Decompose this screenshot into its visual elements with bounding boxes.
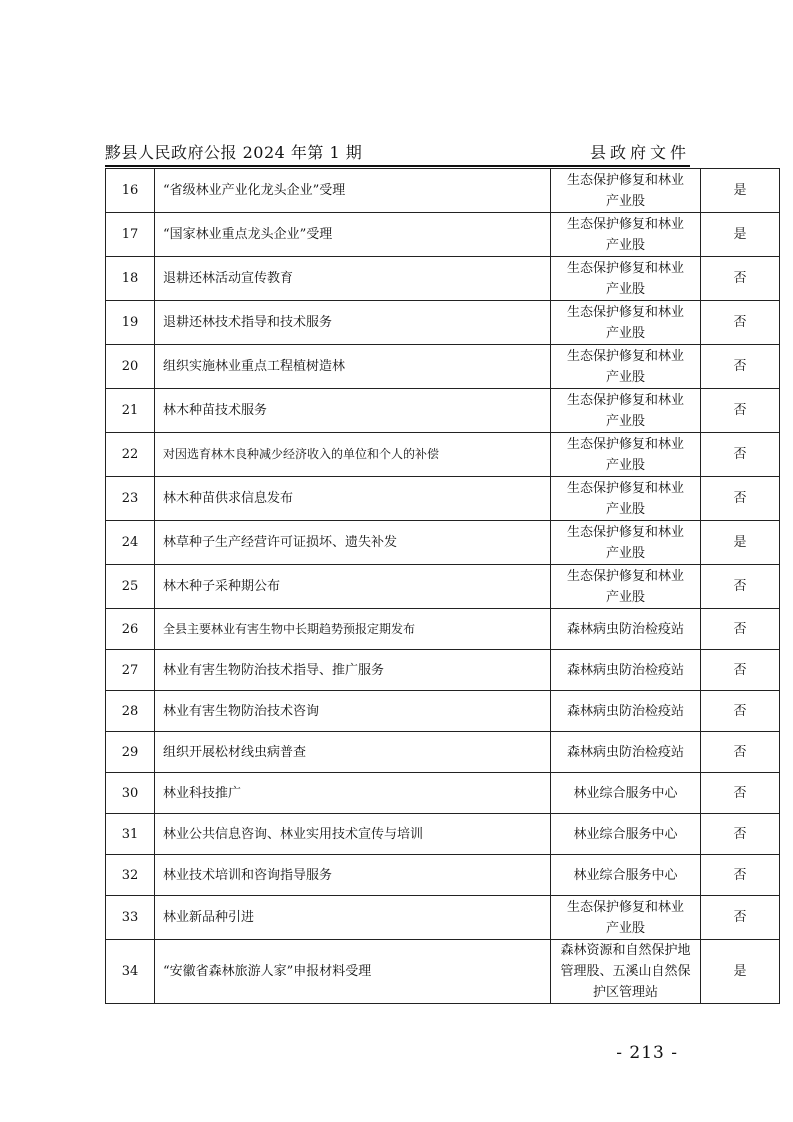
department-line: 生态保护修复和林业 <box>566 348 684 364</box>
table-row <box>106 896 780 940</box>
page-number: - 213 - <box>616 1043 678 1063</box>
table-row <box>106 389 780 433</box>
service-item: 林草种子生产经营许可证损坏、遗失补发 <box>155 521 551 565</box>
row-number: 29 <box>106 732 155 773</box>
public-flag: 否 <box>701 609 780 650</box>
department-line: 产业股 <box>605 281 645 297</box>
responsible-department <box>551 345 701 389</box>
responsible-department <box>551 301 701 345</box>
department-line: 森林病虫防治检疫站 <box>566 703 684 719</box>
public-flag: 否 <box>701 855 780 896</box>
department-line: 产业股 <box>605 325 645 341</box>
public-flag: 否 <box>701 433 780 477</box>
table-row <box>106 565 780 609</box>
bulletin-title: 黟县人民政府公报 2024 年第 1 期 <box>105 143 363 162</box>
public-flag: 是 <box>701 940 780 1004</box>
table-row <box>106 773 780 814</box>
department-line: 产业股 <box>605 501 645 517</box>
public-flag: 否 <box>701 389 780 433</box>
table-row <box>106 433 780 477</box>
public-flag: 是 <box>701 213 780 257</box>
service-item: 林木种苗供求信息发布 <box>155 477 551 521</box>
department-line: 产业股 <box>605 920 645 936</box>
table-row <box>106 814 780 855</box>
page-header <box>105 140 690 166</box>
public-flag: 否 <box>701 650 780 691</box>
service-item: “国家林业重点龙头企业”受理 <box>155 213 551 257</box>
department-line: 产业股 <box>605 545 645 561</box>
public-flag: 是 <box>701 521 780 565</box>
department-line: 产业股 <box>605 193 645 209</box>
service-item: 林业有害生物防治技术指导、推广服务 <box>155 650 551 691</box>
table-row <box>106 609 780 650</box>
service-item: 林业新品种引进 <box>155 896 551 940</box>
responsible-department <box>551 940 701 1004</box>
department-line: 生态保护修复和林业 <box>566 260 684 276</box>
public-flag: 否 <box>701 814 780 855</box>
row-number: 33 <box>106 896 155 940</box>
department-line: 生态保护修复和林业 <box>566 216 684 232</box>
service-item: 林木种苗技术服务 <box>155 389 551 433</box>
department-line: 生态保护修复和林业 <box>566 436 684 452</box>
responsible-department <box>551 855 701 896</box>
row-number: 19 <box>106 301 155 345</box>
row-number: 21 <box>106 389 155 433</box>
row-number: 34 <box>106 940 155 1004</box>
row-number: 27 <box>106 650 155 691</box>
department-line: 林业综合服务中心 <box>573 785 678 801</box>
service-item: 对因选育林木良种减少经济收入的单位和个人的补偿 <box>155 433 551 477</box>
row-number: 32 <box>106 855 155 896</box>
table-row <box>106 477 780 521</box>
department-line: 森林病虫防治检疫站 <box>566 744 684 760</box>
table-row <box>106 691 780 732</box>
public-flag: 否 <box>701 477 780 521</box>
service-item: “省级林业产业化龙头企业”受理 <box>155 169 551 213</box>
row-number: 26 <box>106 609 155 650</box>
department-line: 产业股 <box>605 369 645 385</box>
department-line: 生态保护修复和林业 <box>566 392 684 408</box>
responsible-department <box>551 433 701 477</box>
table-row <box>106 650 780 691</box>
responsible-department <box>551 896 701 940</box>
responsible-department <box>551 814 701 855</box>
section-label: 县政府文件 <box>589 143 690 162</box>
service-item: 组织实施林业重点工程植树造林 <box>155 345 551 389</box>
table-row <box>106 732 780 773</box>
table-row <box>106 257 780 301</box>
department-line: 产业股 <box>605 457 645 473</box>
row-number: 23 <box>106 477 155 521</box>
row-number: 18 <box>106 257 155 301</box>
responsible-department <box>551 691 701 732</box>
public-flag: 是 <box>701 169 780 213</box>
department-line: 森林资源和自然保护地 <box>560 943 691 958</box>
department-line: 管理股、五溪山自然保 <box>560 964 691 979</box>
row-number: 31 <box>106 814 155 855</box>
responsible-department <box>551 732 701 773</box>
public-flag: 否 <box>701 301 780 345</box>
responsible-department <box>551 650 701 691</box>
department-line: 护区管理站 <box>592 985 658 1000</box>
public-flag: 否 <box>701 773 780 814</box>
public-flag: 否 <box>701 257 780 301</box>
responsible-department <box>551 609 701 650</box>
service-item: 林业科技推广 <box>155 773 551 814</box>
responsible-department <box>551 257 701 301</box>
department-line: 产业股 <box>605 589 645 605</box>
service-item: “安徽省森林旅游人家”申报材料受理 <box>155 940 551 1004</box>
header-rule <box>105 165 690 167</box>
department-line: 生态保护修复和林业 <box>566 480 684 496</box>
table-row <box>106 855 780 896</box>
responsible-department <box>551 477 701 521</box>
department-line: 生态保护修复和林业 <box>566 524 684 540</box>
service-item: 组织开展松材线虫病普查 <box>155 732 551 773</box>
service-item: 林业技术培训和咨询指导服务 <box>155 855 551 896</box>
public-flag: 否 <box>701 896 780 940</box>
public-flag: 否 <box>701 691 780 732</box>
department-line: 生态保护修复和林业 <box>566 172 684 188</box>
department-line: 生态保护修复和林业 <box>566 304 684 320</box>
row-number: 25 <box>106 565 155 609</box>
responsible-department <box>551 213 701 257</box>
public-flag: 否 <box>701 565 780 609</box>
table-row <box>106 169 780 213</box>
row-number: 16 <box>106 169 155 213</box>
table-row <box>106 521 780 565</box>
department-line: 林业综合服务中心 <box>573 867 678 883</box>
table-row <box>106 301 780 345</box>
row-number: 22 <box>106 433 155 477</box>
department-line: 产业股 <box>605 237 645 253</box>
department-line: 生态保护修复和林业 <box>566 899 684 915</box>
responsible-department <box>551 169 701 213</box>
department-line: 森林病虫防治检疫站 <box>566 621 684 637</box>
row-number: 30 <box>106 773 155 814</box>
department-line: 森林病虫防治检疫站 <box>566 662 684 678</box>
service-item: 全县主要林业有害生物中长期趋势预报定期发布 <box>155 609 551 650</box>
row-number: 20 <box>106 345 155 389</box>
department-line: 林业综合服务中心 <box>573 826 678 842</box>
public-flag: 否 <box>701 732 780 773</box>
responsible-department <box>551 565 701 609</box>
row-number: 28 <box>106 691 155 732</box>
service-item: 退耕还林技术指导和技术服务 <box>155 301 551 345</box>
service-item: 退耕还林活动宣传教育 <box>155 257 551 301</box>
responsible-department <box>551 389 701 433</box>
public-flag: 否 <box>701 345 780 389</box>
service-list-table <box>105 168 780 1004</box>
table-row <box>106 345 780 389</box>
department-line: 生态保护修复和林业 <box>566 568 684 584</box>
row-number: 24 <box>106 521 155 565</box>
department-line: 产业股 <box>605 413 645 429</box>
table-row <box>106 213 780 257</box>
service-item: 林木种子采种期公布 <box>155 565 551 609</box>
service-item: 林业有害生物防治技术咨询 <box>155 691 551 732</box>
responsible-department <box>551 521 701 565</box>
table-row <box>106 940 780 1004</box>
responsible-department <box>551 773 701 814</box>
service-item: 林业公共信息咨询、林业实用技术宣传与培训 <box>155 814 551 855</box>
row-number: 17 <box>106 213 155 257</box>
